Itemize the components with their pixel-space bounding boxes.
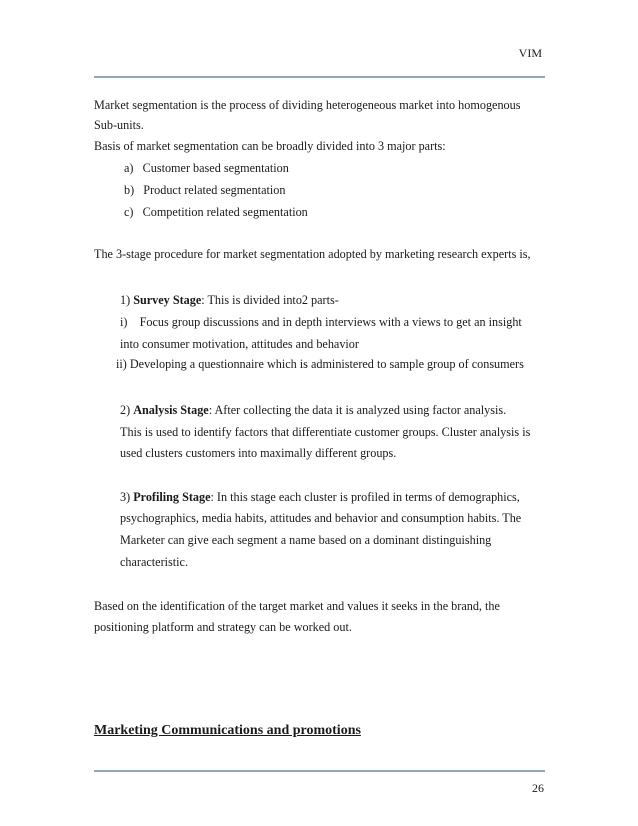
- stage2-line2: This is used to identify factors that differentiate customer groups. Cluster analysis is: [120, 425, 531, 439]
- intro-line-1: Market segmentation is the process of dividing heterogeneous market into homogenous: [94, 98, 521, 112]
- stage3-line3: Marketer can give each segment a name based on a dominant distinguishing: [120, 533, 492, 547]
- stage2-line1: : After collecting the data it is analyzed using factor analysis.: [208, 403, 507, 417]
- stage3-heading-line: [120, 490, 520, 505]
- basis-item-a: a) Customer based segmentation: [124, 161, 289, 175]
- stage1-item2: ii) Developing a questionnaire which is administered to sample group of consumers: [116, 357, 524, 371]
- stage2-line3: used clusters customers into maximally different groups.: [120, 446, 397, 460]
- stage1-text: : This is divided into2 parts-: [201, 293, 339, 307]
- stage3-number: 3): [120, 490, 134, 504]
- page-number: 26: [532, 781, 544, 795]
- conclusion-line-1: Based on the identification of the target market and values it seeks in the brand, the: [94, 599, 500, 613]
- stage3-line1: : In this stage each cluster is profiled in terms of demographics,: [210, 490, 520, 504]
- intro-line-3: Basis of market segmentation can be broadly divided into 3 major parts:: [94, 139, 446, 153]
- section-heading: Marketing Communications and promotions: [94, 723, 361, 738]
- intro-line-2: Sub-units.: [94, 118, 144, 132]
- stage2-name: Analysis Stage: [133, 403, 209, 417]
- procedure-intro: The 3-stage procedure for market segmentation adopted by marketing research experts is,: [94, 247, 531, 261]
- stage2-heading-line: [120, 403, 506, 418]
- stage3-line2: psychographics, media habits, attitudes and behavior and consumption habits. The: [120, 511, 522, 525]
- footer-rule: [94, 770, 545, 772]
- stage1-item1-line2: into consumer motivation, attitudes and behavior: [120, 337, 359, 351]
- stage1-item1-line1: i) Focus group discussions and in depth interviews with a views to get an insight: [120, 315, 522, 329]
- stage1-heading-line: [120, 293, 339, 308]
- header-rule: [94, 76, 545, 78]
- header-title: VIM: [518, 46, 542, 60]
- stage2-number: 2): [120, 403, 134, 417]
- basis-item-c: c) Competition related segmentation: [124, 205, 308, 219]
- stage3-name: Profiling Stage: [133, 490, 211, 504]
- stage3-line4: characteristic.: [120, 555, 189, 569]
- conclusion-line-2: positioning platform and strategy can be worked out.: [94, 620, 352, 634]
- stage1-number: 1): [120, 293, 134, 307]
- stage1-name: Survey Stage: [133, 293, 202, 307]
- basis-item-b: b) Product related segmentation: [124, 183, 286, 197]
